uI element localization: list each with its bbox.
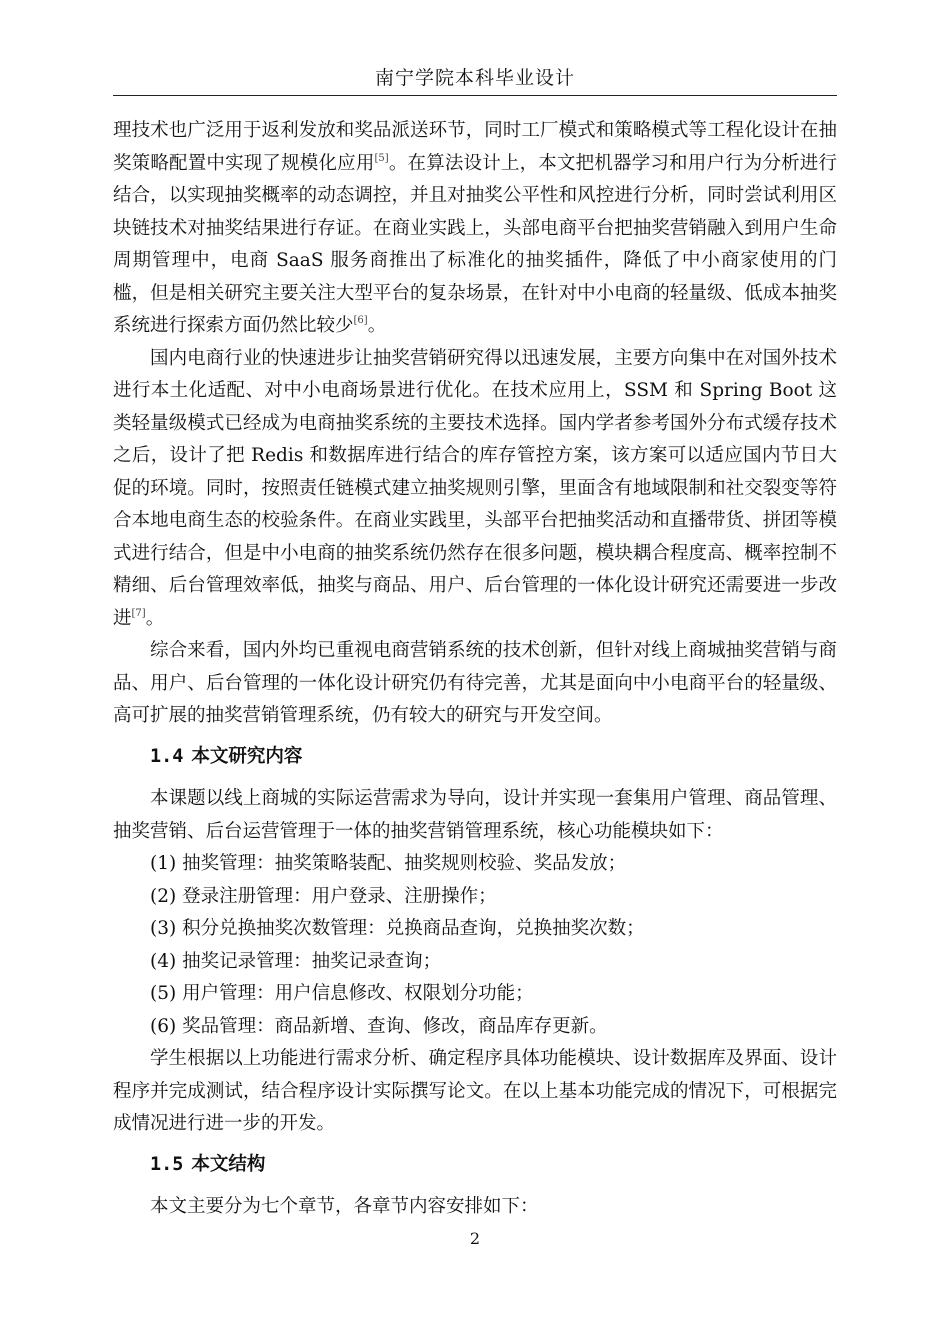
list-item: (1) 抽奖管理：抽奖策略装配、抽奖规则校验、奖品发放； xyxy=(150,853,627,874)
section-number: 1.4 xyxy=(150,745,184,767)
paragraph-2-text-b: 。 xyxy=(145,607,165,629)
section-title: 本文结构 xyxy=(191,1153,266,1175)
header-divider xyxy=(113,95,837,96)
page-number: 2 xyxy=(469,1229,481,1248)
paragraph-1-text-a: 理技术也广泛用于返利发放和奖品派送环节，同时工厂模式和策略模式等工程化设计在抽奖策略配置中实现了规模化应用 xyxy=(113,120,837,174)
paragraph-1-text-b: 。在算法设计上，本文把机器学习和用户行为分析进行结合，以实现抽奖概率的动态调控，并且对抽奖公平性和风控进行分析，同时尝试利用区块链技术对抽奖结果进行存证。在商业实践上，头部电商平台把抽奖营销融入到用户生命周期管理中，电商 SaaS 服务商推出了标准化的抽奖插件，降低了中小商家使用的门槛，但是相关研究主要关注大型平台的复杂场景，在针对中小电商的轻量级、低成本抽奖系统进行探索方面仍然比较少 xyxy=(113,152,837,336)
list-item: (3) 积分兑换抽奖次数管理：兑换商品查询，兑换抽奖次数； xyxy=(150,918,645,939)
section-heading-1-4 xyxy=(113,741,837,774)
paragraph-2-text-a: 国内电商行业的快速进步让抽奖营销研究得以迅速发展，主要方向集中在对国外技术进行本土化适配、对中小电商场景进行优化。在技术应用上，SSM 和 Spring Boot 这类轻量级模式已经成为电商抽奖系统的主要技术选择。国内学者参考国外分布式缓存技术之后，设计了把 Redis 和数据库进行结合的库存管控方案，该方案可以适应国内节日大促的环境。同时，按照责任链模式建立抽奖规则引擎，里面含有地域限制和社交裂变等符合本地电商生态的校验条件。在商业实践里，头部平台把抽奖活动和直播带货、拼团等模式进行结合，但是中小电商的抽奖系统仍然存在很多问题，模块耦合程度高、概率控制不精细、后台管理效率低，抽奖与商品、用户、后台管理的一体化设计研究还需要进一步改进 xyxy=(113,347,837,629)
section-1-4-outro: 学生根据以上功能进行需求分析、确定程序具体功能模块、设计数据库及界面、设计程序并完成测试，结合程序设计实际撰写论文。在以上基本功能完成的情况下，可根据完成情况进行进一步的开发。 xyxy=(113,1048,837,1134)
running-header: 南宁学院本科毕业设计 xyxy=(374,67,575,89)
citation-6[interactable]: [6] xyxy=(353,315,368,326)
list-item: (4) 抽奖记录管理：抽奖记录查询； xyxy=(150,950,442,972)
citation-5[interactable]: [5] xyxy=(374,152,389,164)
list-item: (2) 登录注册管理：用户登录、注册操作； xyxy=(150,885,497,907)
paragraph-1-text-c: 。 xyxy=(367,315,387,336)
list-item: (5) 用户管理：用户信息修改、权限划分功能； xyxy=(150,983,534,1004)
section-1-4-intro: 本课题以线上商城的实际运营需求为导向，设计并实现一套集用户管理、商品管理、抽奖营销、后台运营管理于一体的抽奖营销管理系统，核心功能模块如下： xyxy=(113,788,837,842)
section-1-5-intro: 本文主要分为七个章节，各章节内容安排如下： xyxy=(150,1196,539,1217)
list-item: (6) 奖品管理：商品新增、查询、修改，商品库存更新。 xyxy=(150,1015,608,1037)
paragraph-2 xyxy=(113,343,837,636)
paragraph-3: 综合来看，国内外均已重视电商营销系统的技术创新，但针对线上商城抽奖营销与商品、用户、后台管理的一体化设计研究仍有待完善，尤其是面向中小电商平台的轻量级、高可扩展的抽奖营销管理系统，仍有较大的研究与开发空间。 xyxy=(113,640,837,726)
citation-7[interactable]: [7] xyxy=(131,607,146,619)
section-title: 本文研究内容 xyxy=(191,745,303,767)
section-heading-1-5 xyxy=(113,1149,837,1182)
section-number: 1.5 xyxy=(150,1153,184,1175)
page-body xyxy=(113,115,837,1224)
paragraph-1 xyxy=(113,115,837,343)
